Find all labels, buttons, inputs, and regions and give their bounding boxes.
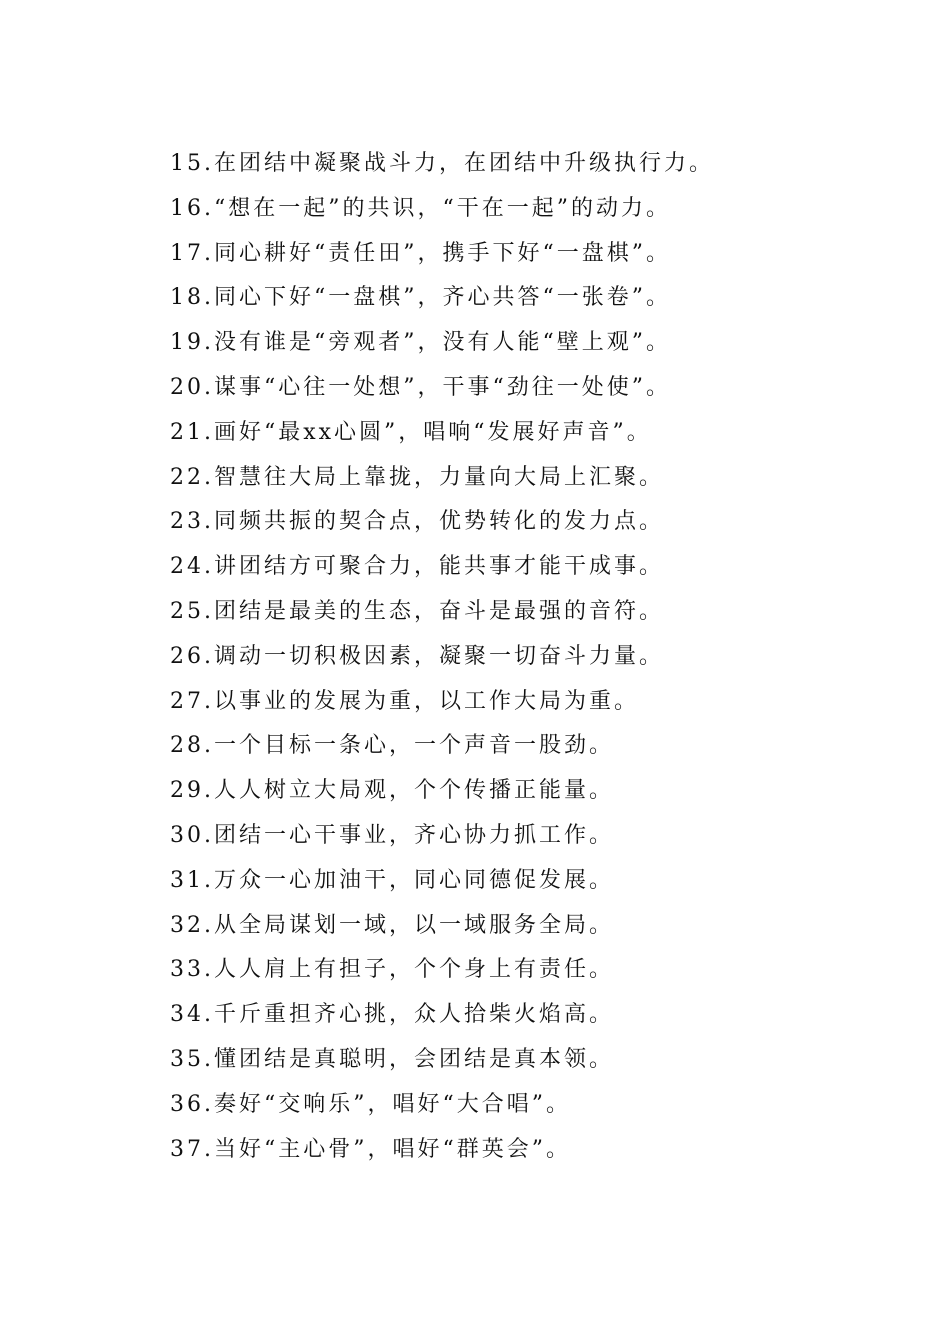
list-item: 27.以事业的发展为重，以工作大局为重。: [170, 688, 639, 714]
list-item: 28.一个目标一条心，一个声音一股劲。: [170, 733, 614, 759]
list-item: 33.人人肩上有担子，个个身上有责任。: [170, 957, 614, 983]
list-item: 37.当好“主心骨”，唱好“群英会”。: [170, 1136, 571, 1162]
list-item: 34.千斤重担齐心挑，众人拾柴火焰高。: [170, 1002, 614, 1028]
list-item: 16.“想在一起”的共识，“干在一起”的动力。: [170, 195, 671, 221]
list-item: 17.同心耕好“责任田”，携手下好“一盘棋”。: [170, 240, 671, 266]
list-item: 35.懂团结是真聪明，会团结是真本领。: [170, 1046, 614, 1072]
list-item: 19.没有谁是“旁观者”，没有人能“壁上观”。: [170, 330, 671, 356]
list-item: 20.谋事“心往一处想”，干事“劲往一处使”。: [170, 374, 671, 400]
list-item: 31.万众一心加油干，同心同德促发展。: [170, 867, 614, 893]
list-item: 18.同心下好“一盘棋”，齐心共答“一张卷”。: [170, 285, 671, 311]
list-item: 26.调动一切积极因素，凝聚一切奋斗力量。: [170, 643, 664, 669]
list-item: 25.团结是最美的生态，奋斗是最强的音符。: [170, 598, 664, 624]
list-item: 32.从全局谋划一域，以一域服务全局。: [170, 912, 614, 938]
list-item: 21.画好“最xx心圆”，唱响“发展好声音”。: [170, 419, 652, 445]
list-item: 23.同频共振的契合点，优势转化的发力点。: [170, 509, 664, 535]
document-body: [170, 142, 870, 1172]
list-item: 24.讲团结方可聚合力，能共事才能干成事。: [170, 554, 664, 580]
list-item: 22.智慧往大局上靠拢，力量向大局上汇聚。: [170, 464, 664, 490]
list-item: 29.人人树立大局观，个个传播正能量。: [170, 778, 614, 804]
list-item: 15.在团结中凝聚战斗力，在团结中升级执行力。: [170, 151, 714, 176]
list-item: 30.团结一心干事业，齐心协力抓工作。: [170, 822, 614, 848]
list-item: 36.奏好“交响乐”，唱好“大合唱”。: [170, 1091, 571, 1117]
